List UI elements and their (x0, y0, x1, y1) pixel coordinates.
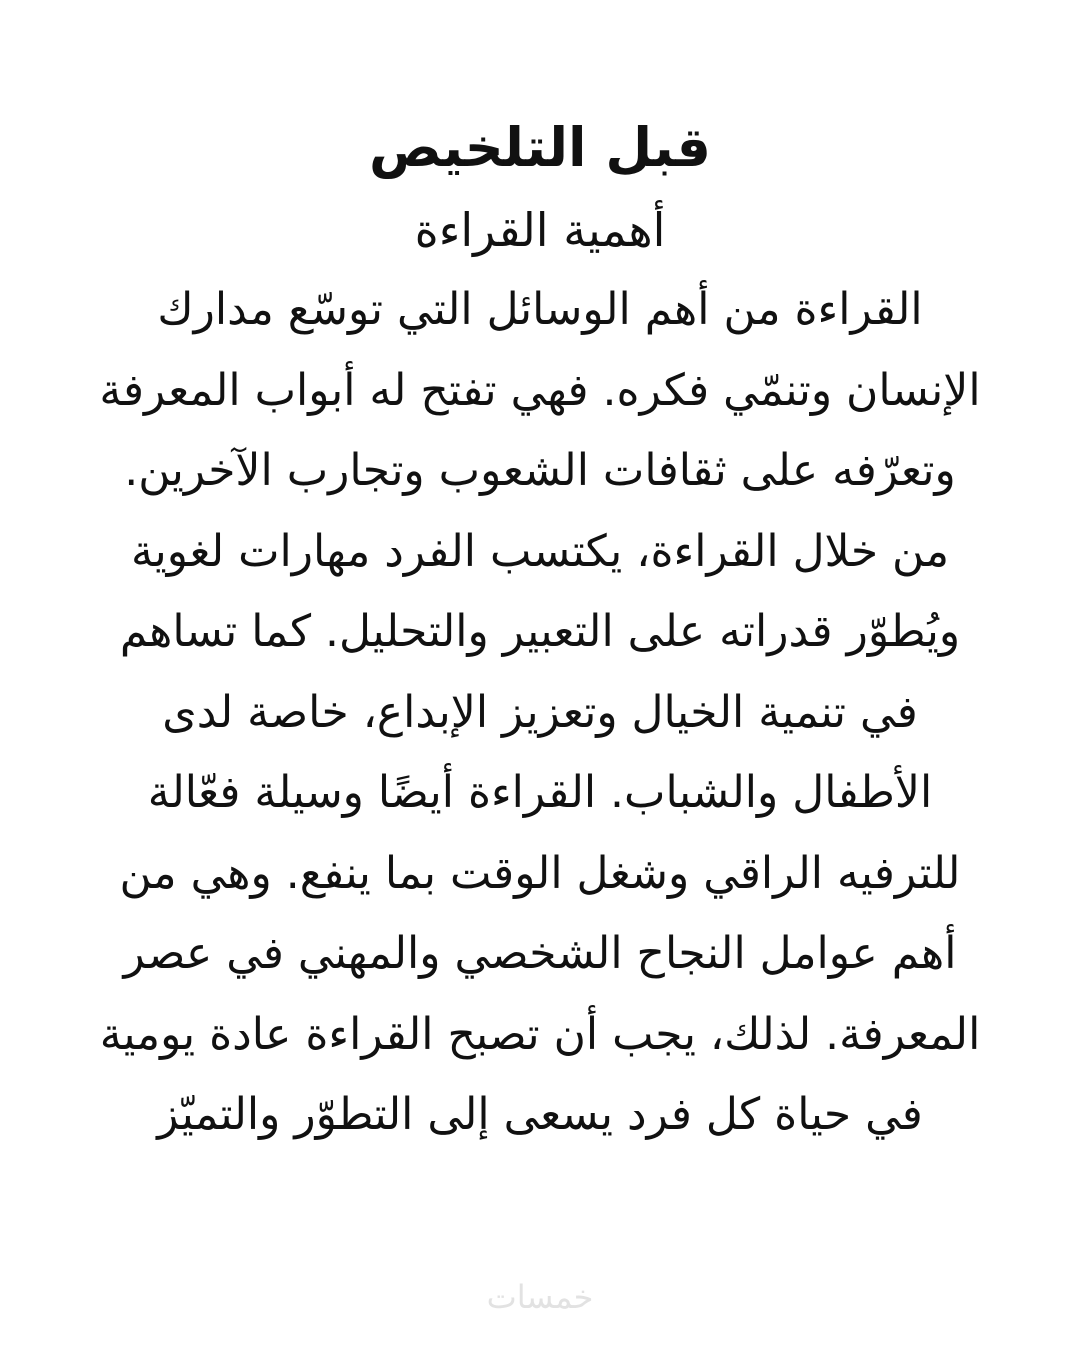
body-text (10, 270, 1070, 1156)
body-line: وتعرّفه على ثقافات الشعوب وتجارب الآخرين. (124, 445, 956, 496)
body-line: المعرفة. لذلك، يجب أن تصبح القراءة عادة يومية (99, 1008, 981, 1060)
body-line: أهم عوامل النجاح الشخصي والمهني في عصر (123, 928, 957, 979)
body-line: ويُطوّر قدراته على التعبير والتحليل. كما تساهم (119, 606, 961, 657)
document-subtitle: أهمية القراءة (414, 203, 666, 257)
body-line: في حياة كل فرد يسعى إلى التطوّر والتميّز (157, 1089, 923, 1140)
body-line: الأطفال والشباب. القراءة أيضًا وسيلة فعّالة (147, 767, 933, 818)
watermark-logo: خمسات (486, 1278, 594, 1316)
body-line: القراءة من أهم الوسائل التي توسّع مدارك (157, 284, 923, 335)
body-line: للترفيه الراقي وشغل الوقت بما ينفع. وهي من (119, 847, 961, 899)
document-title: قبل التلخيص (369, 116, 711, 179)
body-line: في تنمية الخيال وتعزيز الإبداع، خاصة لدى (162, 686, 918, 738)
body-line: من خلال القراءة، يكتسب الفرد مهارات لغوية (130, 525, 950, 577)
body-line: الإنسان وتنمّي فكره. فهي تفتح له أبواب المعرفة (99, 364, 981, 416)
